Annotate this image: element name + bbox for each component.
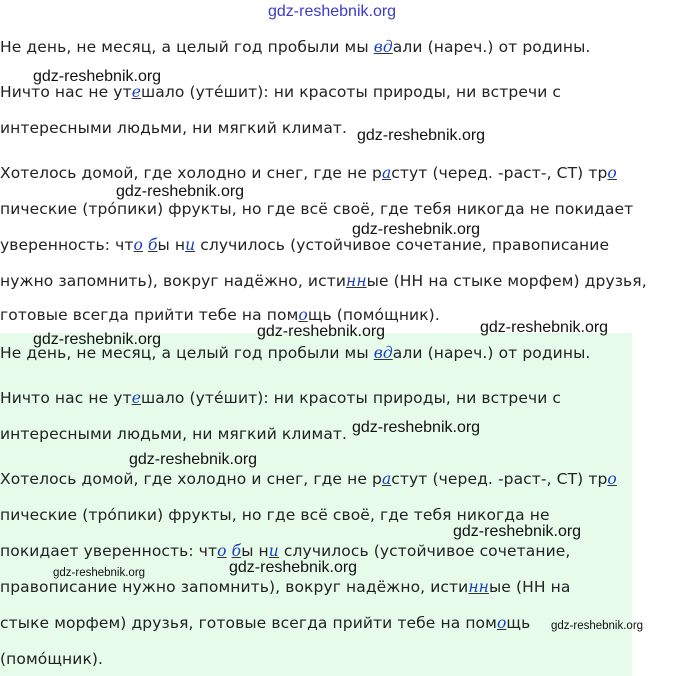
text-line (0, 118, 347, 138)
text: Не день, не месяц, а целый год пробыли мы (0, 38, 374, 56)
highlighted-letters: о (217, 542, 227, 560)
text: ые (НН на стыке морфем) друзья, (366, 272, 647, 290)
watermark: gdz-reshebnik.org (33, 68, 162, 85)
text: шало (утéшит): ни красоты природы, ни встречи с (141, 83, 562, 101)
text-line (0, 613, 530, 633)
text-line (0, 305, 440, 325)
highlighted-letters: о (133, 236, 143, 254)
watermark: gdz-reshebnik.org (352, 221, 481, 238)
text: интересными людьми, ни мягкий климат. (0, 119, 348, 137)
highlighted-letters: вд (373, 344, 393, 362)
highlighted-letters: а (381, 470, 392, 488)
text: нужно запомнить), вокруг надёжно, исти (0, 272, 347, 290)
highlighted-letters: нн (346, 272, 367, 290)
text-line (0, 469, 617, 489)
highlighted-letters: о (496, 614, 507, 632)
highlighted-letters: о (607, 164, 617, 182)
text: пические (трóпики) фрукты, но где всё своё, где тебя никогда не покидает (0, 200, 634, 218)
text: Ничто нас не ут (0, 389, 132, 407)
watermark: gdz-reshebnik.org (357, 127, 486, 144)
text: щь (помóщник). (307, 306, 440, 324)
text: ые (НН на (488, 578, 571, 596)
watermark: gdz-reshebnik.org (116, 183, 245, 200)
text: стут (черед. -раст-, СТ) тр (391, 164, 608, 182)
text-line (0, 37, 590, 57)
highlighted-letters: а (381, 164, 392, 182)
watermark: gdz-reshebnik.org (480, 319, 609, 336)
watermark: gdz-reshebnik.org (53, 567, 146, 579)
text-line (0, 388, 561, 408)
text-line (0, 577, 570, 597)
watermark: gdz-reshebnik.org (352, 419, 481, 436)
text: Хотелось домой, где холодно и снег, где не р (0, 164, 382, 182)
highlighted-letters: е (131, 83, 141, 101)
text: али (нареч.) от родины. (392, 38, 591, 56)
highlighted-letters: е (131, 389, 141, 407)
text: Хотелось домой, где холодно и снег, где не р (0, 470, 382, 488)
highlighted-letters: и (185, 236, 196, 254)
text: стут (черед. -раст-, СТ) тр (391, 470, 608, 488)
highlighted-letters: вд (373, 38, 393, 56)
watermark: gdz-reshebnik.org (453, 523, 582, 540)
text: ы н (241, 542, 269, 560)
text-line (0, 505, 550, 525)
highlighted-letters: б (147, 236, 158, 254)
text-line (0, 271, 647, 291)
text: интересными людьми, ни мягкий климат. (0, 425, 348, 443)
text-line (0, 163, 617, 183)
text: али (нареч.) от родины. (392, 344, 591, 362)
text: ы н (157, 236, 186, 254)
text-line (0, 649, 103, 669)
watermark: gdz-reshebnik.org (33, 331, 162, 348)
text: уверенность: чт (0, 236, 134, 254)
text: готовые всегда прийти тебе на пом (0, 306, 299, 324)
text: Не день, не месяц, а целый год пробыли мы (0, 344, 374, 362)
text: пические (трóпики) фрукты, но где всё своё, где тебя никогда не (0, 506, 550, 524)
text-line (0, 424, 347, 444)
text: покидает уверенность: чт (0, 542, 218, 560)
highlighted-letters: и (268, 542, 279, 560)
watermark: gdz-reshebnik.org (268, 3, 397, 20)
text: случилось (устойчивое сочетание, правописание (195, 236, 610, 254)
text: правописание нужно запомнить), вокруг надёжно, исти (0, 578, 469, 596)
highlighted-letters: о (607, 470, 617, 488)
highlighted-letters: б (231, 542, 242, 560)
text: Ничто нас не ут (0, 83, 132, 101)
highlighted-letters: нн (468, 578, 489, 596)
text: (помóщник). (0, 650, 104, 668)
watermark: gdz-reshebnik.org (551, 620, 644, 632)
watermark: gdz-reshebnik.org (129, 451, 258, 468)
text-line (0, 235, 609, 255)
watermark: gdz-reshebnik.org (257, 323, 386, 340)
text: случилось (устойчивое сочетание, (278, 542, 571, 560)
text-line (0, 541, 570, 561)
watermark: gdz-reshebnik.org (229, 559, 358, 576)
text: щь (506, 614, 531, 632)
text-line (0, 199, 633, 219)
text: шало (утéшит): ни красоты природы, ни встречи с (141, 389, 562, 407)
highlighted-letters: о (298, 306, 308, 324)
text: стыке морфем) друзья, готовые всегда прийти тебе на пом (0, 614, 497, 632)
